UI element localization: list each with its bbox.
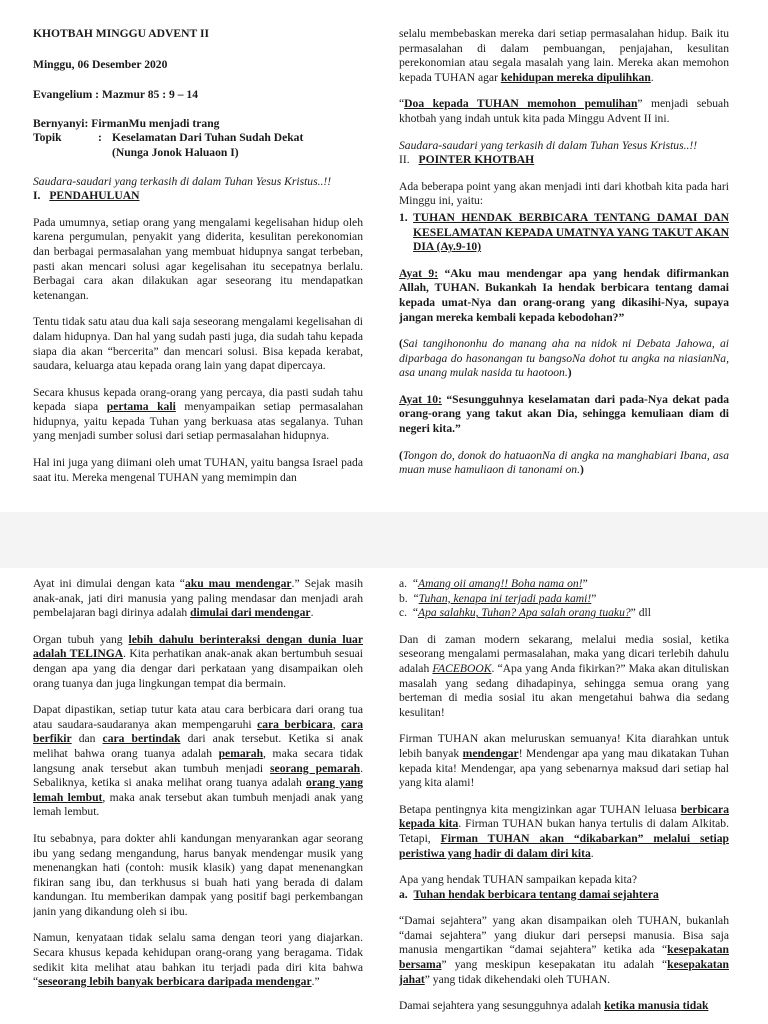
paragraph — [399, 732, 729, 790]
song-line: Bernyanyi: FirmanMu menjadi trang — [33, 116, 220, 130]
text-run: dan — [71, 732, 103, 746]
emphasis: pertama kali — [106, 400, 176, 414]
question-line: Apa yang hendak TUHAN sampaikan kepada kita? — [399, 873, 638, 887]
list-text: Apa salahku, Tuhan? Apa salah orang tuaku? — [418, 606, 631, 620]
verse-10-text: “Sesungguhnya keselamatan dari pada-Nya dekat pada orang-orang yang takut akan Dia, sehingga kemuliaan diam di negeri kita.” — [399, 392, 729, 436]
pointer-1-number: 1. — [399, 210, 408, 224]
page-separator — [0, 512, 768, 568]
page1-left-column — [33, 27, 363, 507]
subpoint-a — [399, 888, 729, 903]
lament-list — [399, 577, 729, 621]
page2-left-column — [33, 577, 363, 1024]
verse-9-label: Ayat 9: — [399, 266, 439, 280]
section-heading-2-number: II. — [399, 153, 410, 167]
paragraph — [399, 914, 729, 987]
subpoint-marker: a. — [399, 887, 408, 901]
section-heading-1-text: PENDAHULUAN — [49, 189, 140, 203]
text-run: ” yang tidak dikehendaki oleh TUHAN. — [424, 972, 611, 986]
text-run: . Sebaliknya, ketika si anaka melihat orang tuanya adalah — [33, 761, 363, 790]
paragraph — [399, 803, 729, 861]
verse-9-batak — [399, 337, 729, 381]
text-run: Ayat ini dimulai dengan kata “ — [33, 577, 185, 590]
topic-label: Topik — [33, 131, 62, 145]
emphasis: lebih dahulu berinteraksi dengan dunia luar adalah TELINGA — [33, 632, 363, 661]
list-text: Tuhan, kenapa ini terjadi pada kami! — [418, 591, 592, 605]
text-run: , maka secara tidak langsung anak tersebut akan tumbuh menjadi — [33, 746, 363, 775]
text-run: “ — [399, 97, 405, 111]
page1-right-column — [399, 27, 729, 507]
paragraph — [33, 703, 363, 820]
verse-10-label: Ayat 10: — [399, 392, 442, 406]
text-run: “Damai sejahtera” yang akan disampaikan oleh TUHAN, bukanlah “damai sejahtera” yang diukur dari persepsi manusia. Bisa saja manusia mengartikan “damai sejahtera” ketika ada “ — [399, 914, 729, 957]
topic-value: Keselamatan Dari Tuhan Sudah Dekat — [112, 131, 304, 145]
list-item — [399, 592, 729, 607]
paragraph: Tentu tidak satu atau dua kali saja seseorang mengalami kegelisahan di dalam hidupnya. Dan hal yang sudah pasti juga, dia sudah tahu kepada siapa dia akan “bercerita” dan mencari solusi. Bisa kepada kerabat, saudara, keluarga atau kepada orang lain yang dapat dipercaya. — [33, 315, 363, 373]
text-run: .” Sejak masih anak-anak, jati diri manusia yang paling mendasar dan menjadi arah pembelajaran bagi dirinya adalah — [33, 577, 363, 620]
text-run: Dapat dipastikan, setiap tutur kata atau cara berbicara dari orang tua atau saudara-saudaranya akan mempengaruhi — [33, 703, 363, 731]
paragraph — [33, 386, 363, 444]
paragraph — [33, 577, 363, 621]
emphasis: aku mau mendengar — [184, 577, 292, 590]
emphasis: mendengar — [462, 746, 519, 760]
text-run: Dan di zaman modern sekarang, melalui media sosial, ketika seseorang mengalami permasalahan, maka yang dicari terlebih dahulu adalah — [399, 632, 729, 675]
text-run: . Firman TUHAN bukan hanya tertulis di dalam Alkitab. Tetapi, — [399, 817, 729, 845]
list-item — [399, 577, 729, 592]
emphasis: berbicara kepada kita — [399, 802, 729, 831]
paragraph — [399, 97, 729, 126]
emphasis: ketika manusia tidak — [604, 999, 709, 1013]
pointer-1-text: TUHAN HENDAK BERBICARA TENTANG DAMAI DAN KESELAMATAN KEPADA UMATNYA YANG TAKUT AKAN DIA (Ay.9-10) — [413, 210, 729, 254]
verse-10-batak — [399, 449, 729, 478]
paragraph — [33, 633, 363, 691]
text-run: dari anak tersebut. Ketika si anak melihat bahwa orang tuanya adalah — [33, 732, 363, 760]
text-run: . “Apa yang Anda fikirkan?” Maka akan dituliskan masalah yang sedang dihadapinya, sehingga semua orang yang berteman di media sosial itu akan mengetahui bahwa dia sedang kesulitan! — [399, 661, 729, 719]
paragraph: Ada beberapa point yang akan menjadi inti dari khotbah kita pada hari Minggu ini, yaitu: — [399, 179, 729, 208]
text-run: , — [332, 717, 342, 731]
paren: ( — [399, 337, 403, 351]
emphasis: kehidupan mereka dipulihkan — [500, 70, 651, 84]
text-run: Betapa pentingnya kita mengizinkan agar TUHAN leluasa — [399, 802, 681, 816]
text-run: selalu membebaskan mereka dari setiap permasalahan hidup. Baik itu permasalahan di dalam pembuangan, penjajahan, kesulitan perekonomian atau segala masalah yang lain. Mereka akan memohon kepada TUHAN agar — [399, 27, 729, 84]
verse-9 — [399, 267, 729, 325]
batak-text: Tongon do, donok do hatuaonNa di angka na manghabiari Ibana, asa muan muse hamuliaon di tanonami on. — [399, 448, 729, 477]
text-run: ” yang meskipun kesepakatan itu adalah “ — [441, 958, 668, 972]
emphasis: cara berfikir — [33, 717, 363, 746]
page2-right-column — [399, 577, 729, 1024]
sermon-date: Minggu, 06 Desember 2020 — [33, 57, 168, 71]
emphasis: Firman TUHAN akan “dikabarkan” melalui setiap peristiwa yang hadir di dalam diri kita — [399, 831, 729, 860]
paren: ) — [567, 366, 572, 380]
topic-row — [33, 131, 363, 146]
quote-mark: “ — [412, 577, 418, 590]
emphasis: kesepakatan bersama — [399, 943, 729, 972]
section-heading-1-number: I. — [33, 189, 41, 203]
list-marker: a. — [399, 577, 408, 590]
text-run: Organ tubuh yang — [33, 632, 129, 646]
list-item — [399, 606, 729, 621]
pointer-1 — [399, 211, 729, 255]
batak-text: Sai tangihononhu do manang aha na nidok ni Debata Jahowa, ai diparbaga do hasonangan tu bangsoNa dohot tu angka na niasianNa, asa unang mulak nasida tu haotoon. — [399, 337, 729, 380]
emphasis: seseorang lebih banyak berbicara daripada mendengar — [38, 975, 312, 989]
paragraph: Pada umumnya, setiap orang yang mengalami kegelisahan hidup oleh karena pergumulan, penyakit yang diderita, kesulitan perekonomian dan berbagai permasalahan yang membuat hidupnya sangat terbeban, pasti akan mencari solusi agar kegelisahan itu secepatnya berlalu. Berbagai cara akan dilakukan agar seseorang itu mendapatkan ketenangan. — [33, 215, 363, 302]
text-run: ! Mendengar apa yang mau dikatakan Tuhan kepada kita! Mendengar, apa yang sebenarnya maksud dari setiap hal yang kita alami! — [399, 746, 729, 790]
emphasis: kesepakatan jahat — [399, 958, 729, 986]
list-tail: dll — [635, 606, 651, 620]
quote-mark: ” — [582, 577, 588, 590]
text-run: Firman TUHAN akan meluruskan semuanya! Kita diarahkan untuk lebih banyak — [399, 732, 729, 760]
quote-mark: ” — [591, 591, 597, 605]
topic-value-batak: (Nunga Jonok Haluaon I) — [112, 145, 239, 159]
text-run: , maka anak tersebut akan tumbuh menjadi anak yang lemah lembut. — [33, 790, 363, 819]
section-heading-2-text: POINTER KHOTBAH — [418, 153, 535, 167]
emphasis: seorang pemarah — [270, 761, 361, 775]
section-heading-2 — [399, 153, 729, 168]
text-run: . — [310, 606, 314, 620]
text-run: Secara khusus kepada orang-orang yang percaya, dia pasti sudah tahu kepada siapa — [33, 385, 363, 414]
text-run: menyampaikan setiap permasalahan hidupnya, yaitu kepada Tuhan yang berkuasa atas segalanya. Tuhan yang menjadi sumber solusi dari setiap permasalahan hidupnya. — [33, 400, 363, 443]
text-run: ” menjadi sebuah khotbah yang indah untuk kita pada Minggu Advent II ini. — [399, 97, 729, 125]
subpoint-text: Tuhan hendak berbicara tentang damai sejahtera — [413, 887, 659, 901]
text-run: Namun, kenyataan tidak selalu sama dengan teori yang diajarkan. Secara khusus kepada kehidupan orang-orang yang beragama. Tidak sedikit kita melihat atau bahkan itu terjadi pada diri kita bahwa “ — [33, 931, 363, 989]
list-marker: c. — [399, 606, 408, 620]
emphasis: cara bertindak — [102, 732, 181, 746]
text-run: Damai sejahtera yang sesungguhnya adalah — [399, 999, 605, 1013]
emphasis: FACEBOOK — [432, 661, 492, 675]
text-run: . Kita perhatikan anak-anak akan bertumbuh sesuai dengan apa yang dia dengar dari perkataan yang disampaikan oleh orang tuanya dan juga lingkungan tempat dia bermain. — [33, 647, 363, 690]
paragraph — [33, 931, 363, 989]
emphasis: dimulai dari mendengar — [190, 606, 311, 620]
paragraph — [399, 999, 729, 1014]
sermon-title: KHOTBAH MINGGU ADVENT II — [33, 27, 209, 40]
quote-mark: “ — [412, 606, 418, 620]
paragraph: Hal ini juga yang diimani oleh umat TUHAN, yaitu bangsa Israel pada saat itu. Mereka mengenal TUHAN yang memimpin dan — [33, 456, 363, 484]
topic-colon: : — [98, 131, 102, 145]
verse-10 — [399, 393, 729, 437]
emphasis: orang yang lemah lembut — [33, 776, 363, 804]
quote-mark: ” — [630, 606, 636, 620]
paragraph — [399, 633, 729, 721]
text-run: . — [650, 70, 654, 84]
greeting-line: Saudara-saudari yang terkasih di dalam Tuhan Yesus Kristus..!! — [399, 138, 698, 152]
list-marker: b. — [399, 591, 408, 605]
text-run: .” — [311, 975, 320, 989]
emphasis: cara berbicara — [257, 717, 333, 731]
evangelium-line: Evangelium : Mazmur 85 : 9 – 14 — [33, 88, 198, 102]
section-heading-1 — [33, 189, 363, 204]
greeting-line: Saudara-saudari yang terkasih di dalam Tuhan Yesus Kristus..!! — [33, 174, 332, 188]
paren: ) — [580, 463, 584, 477]
list-text: Amang oii amang!! Boha nama on! — [418, 577, 583, 590]
paren: ( — [399, 448, 403, 462]
paragraph — [399, 27, 729, 85]
verse-9-text: “Aku mau mendengar apa yang hendak difirmankan Allah, TUHAN. Bukankah Ia hendak berbicara tentang damai kepada umat-Nya dan orang-orang yang dikasihi-Nya, supaya jangan mereka kembali kepada kebodohan?” — [399, 266, 729, 324]
emphasis: Doa kepada TUHAN memohon pemulihan — [404, 97, 638, 111]
emphasis: pemarah — [218, 746, 264, 760]
paragraph: Itu sebabnya, para dokter ahli kandungan menyarankan agar seorang ibu yang sedang mengandung, harus banyak mendengar musik yang menenangkan hati (contoh: musik klasik) yang dapat menenangkan fikiran sang ibu, dan terkhusus si buah hati yang berada di dalam kandungan. Itu memberikan dampak yang positif bagi perkembangan janin yang dikandung oleh si ibu. — [33, 831, 363, 918]
quote-mark: “ — [413, 591, 419, 605]
text-run: . — [590, 846, 594, 860]
